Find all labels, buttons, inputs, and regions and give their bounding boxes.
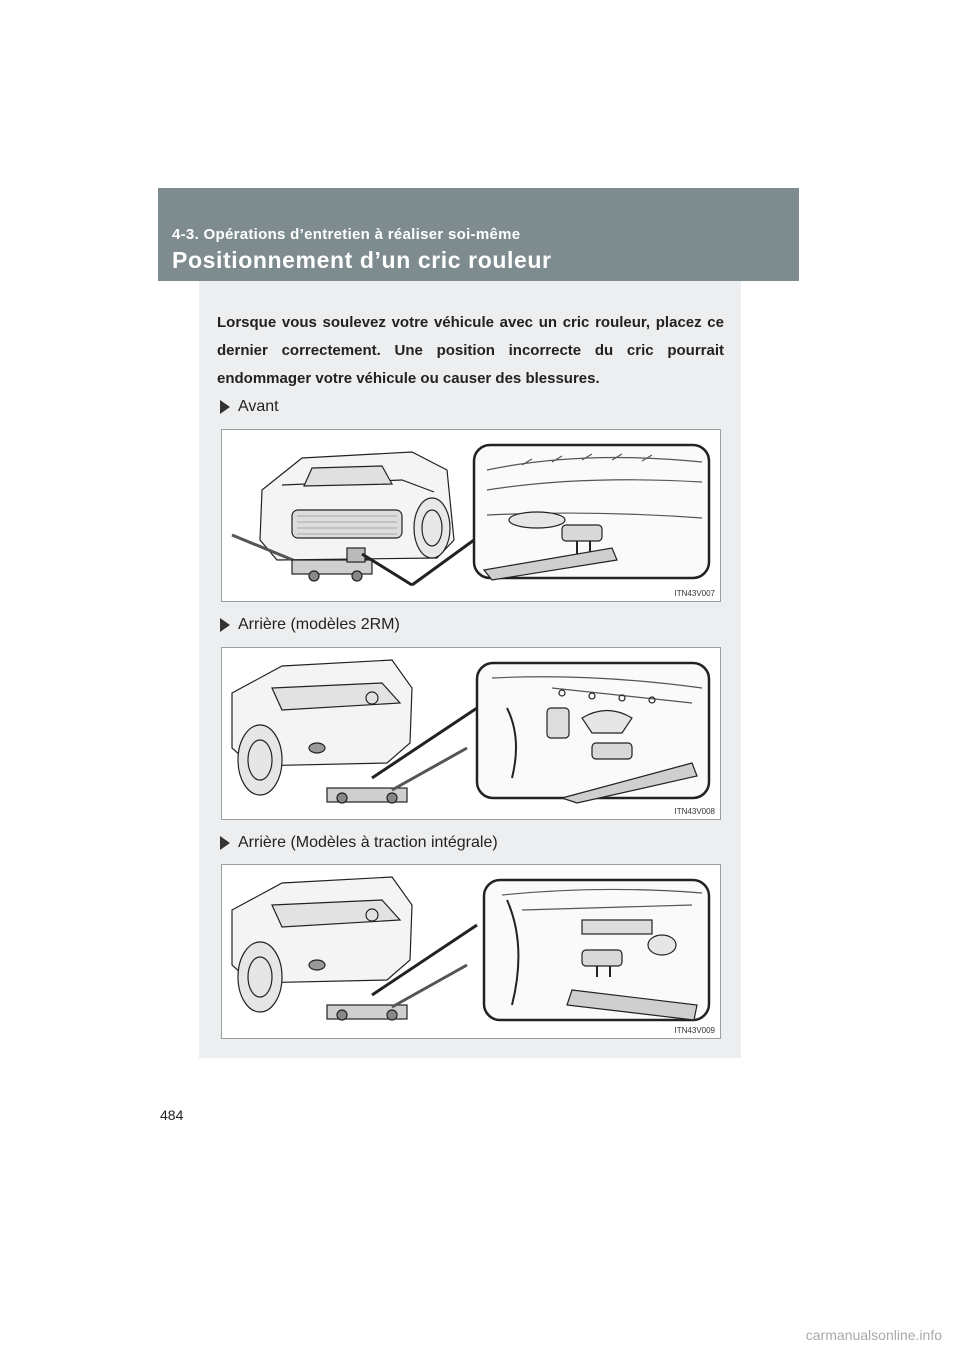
arrow-icon (220, 836, 230, 850)
watermark-text: carmanualsonline.info (805, 1327, 942, 1343)
subheading-front-label: Avant (238, 398, 279, 415)
page-number: 484 (160, 1107, 184, 1123)
figure-code: ITN43V008 (674, 807, 715, 816)
arrow-icon (220, 618, 230, 632)
subheading-rear-awd-label: Arrière (Modèles à traction intégrale) (238, 834, 498, 851)
figure-code: ITN43V007 (674, 589, 715, 598)
rear-2wd-car-illustration (222, 648, 721, 820)
front-car-illustration (222, 430, 721, 602)
arrow-icon (220, 400, 230, 414)
content-panel (199, 281, 741, 1058)
figure-code: ITN43V009 (674, 1026, 715, 1035)
subheading-rear-2wd-label: Arrière (modèles 2RM) (238, 616, 400, 633)
figure-front-jack-point (221, 429, 721, 602)
page-title: Positionnement d’un cric rouleur (172, 247, 552, 273)
section-header (158, 188, 799, 281)
subheading-front (220, 398, 279, 416)
section-label: 4-3. Opérations d’entretien à réaliser soi-même (172, 226, 521, 243)
intro-text: Lorsque vous soulevez votre véhicule avec un cric rouleur, placez ce dernier correctement. Une position incorrecte du cric pourrait endommager votre véhicule ou causer des blessures. (217, 314, 724, 387)
figure-rear-2wd-jack-point (221, 647, 721, 820)
subheading-rear-2wd (220, 616, 400, 634)
subheading-rear-awd (220, 834, 498, 852)
rear-awd-car-illustration (222, 865, 721, 1039)
figure-rear-awd-jack-point (221, 864, 721, 1039)
